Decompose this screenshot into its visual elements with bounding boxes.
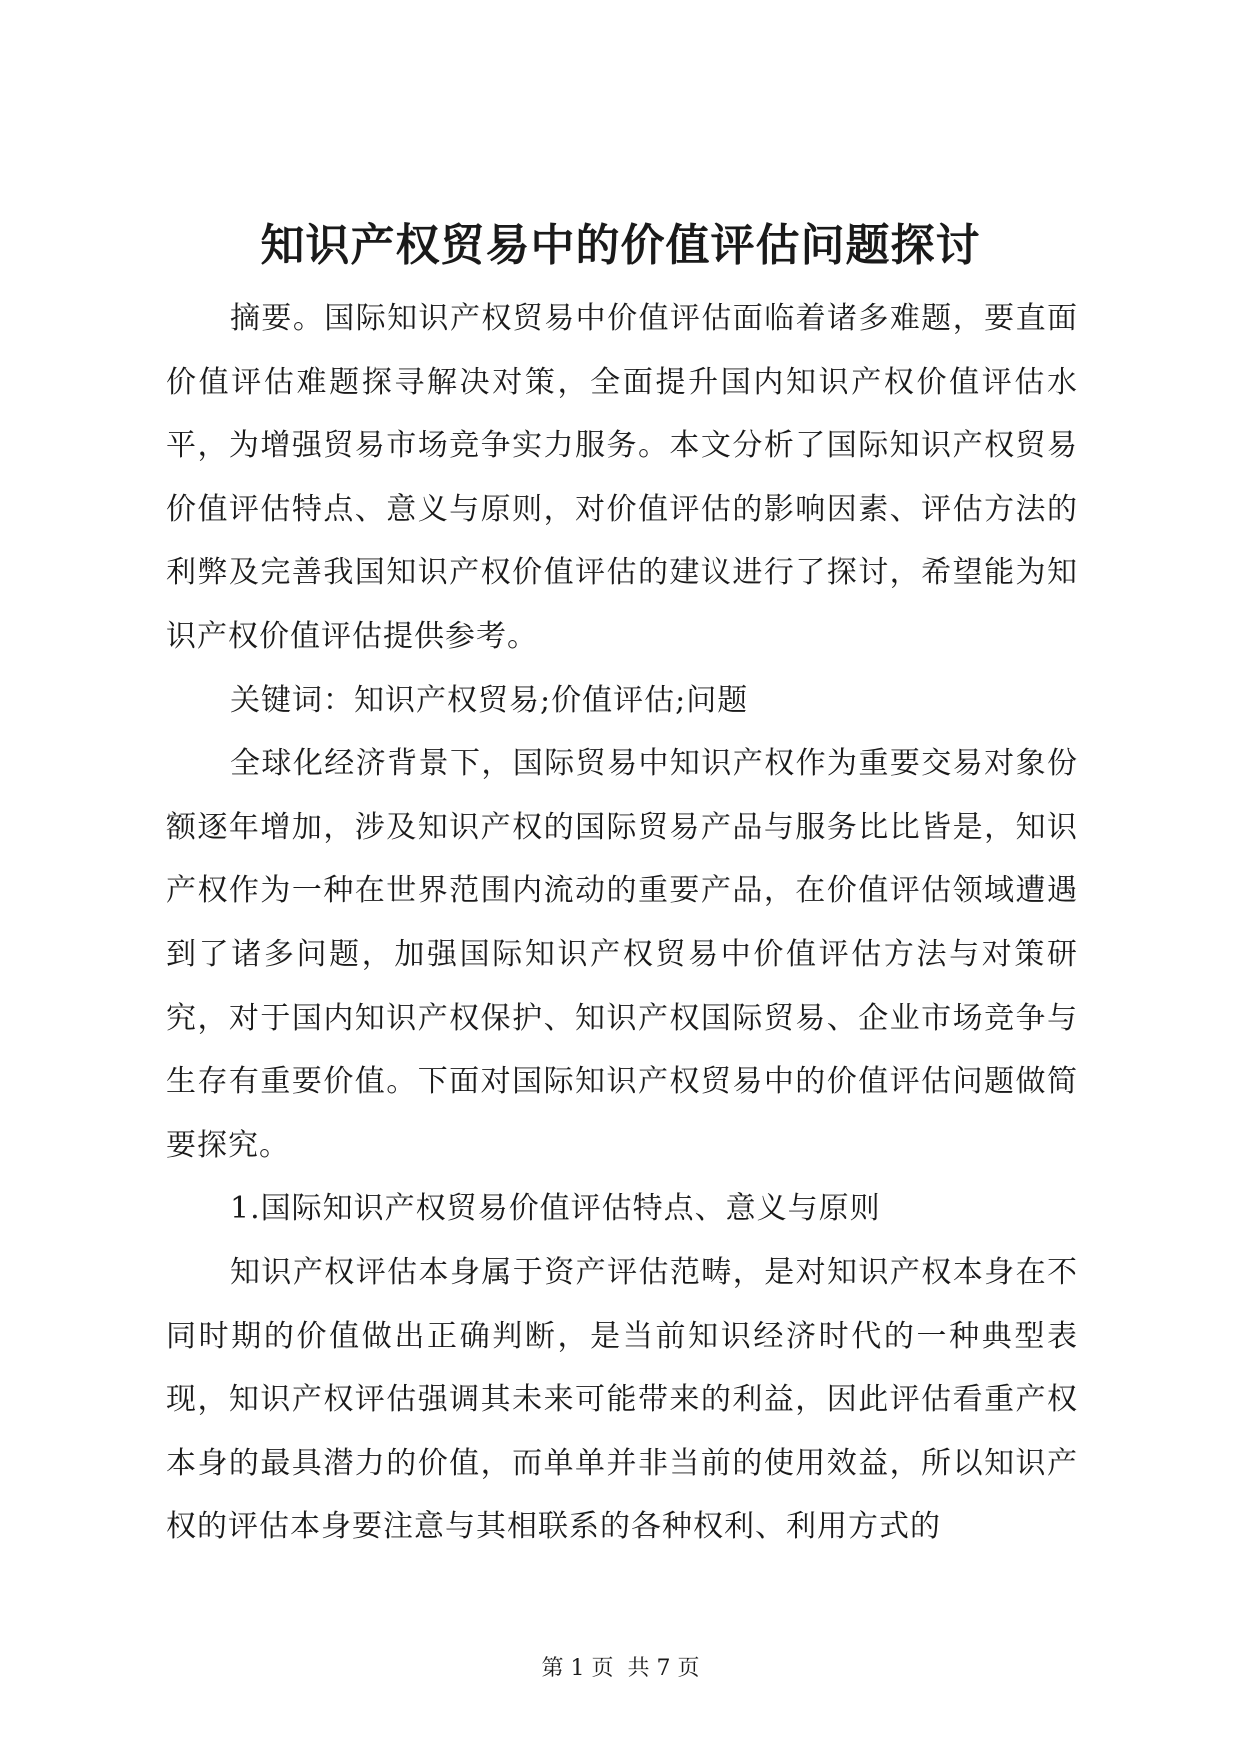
document-body — [166, 287, 1078, 1559]
document-title: 知识产权贸易中的价值评估问题探讨 — [260, 220, 981, 271]
abstract-paragraph: 摘要。国际知识产权贸易中价值评估面临着诸多难题，要直面价值评估难题探寻解决对策，全面提升国内知识产权价值评估水平，为增强贸易市场竞争实力服务。本文分析了国际知识产权贸易价值评估特点、意义与原则，对价值评估的影响因素、评估方法的利弊及完善我国知识产权价值评估的建议进行了探讨，希望能为知识产权价值评估提供参考。 — [166, 301, 1078, 654]
section-paragraph: 知识产权评估本身属于资产评估范畴，是对知识产权本身在不同时期的价值做出正确判断，是当前知识经济时代的一种典型表现，知识产权评估强调其未来可能带来的利益，因此评估看重产权本身的最具潜力的价值，而单单并非当前的使用效益，所以知识产权的评估本身要注意与其相联系的各种权利、利用方式的 — [166, 1254, 1078, 1545]
section-heading: 1.国际知识产权贸易价值评估特点、意义与原则 — [230, 1191, 881, 1227]
page-footer — [0, 1654, 1241, 1684]
intro-paragraph: 全球化经济背景下，国际贸易中知识产权作为重要交易对象份额逐年增加，涉及知识产权的国际贸易产品与服务比比皆是，知识产权作为一种在世界范围内流动的重要产品，在价值评估领域遭遇到了诸多问题，加强国际知识产权贸易中价值评估方法与对策研究，对于国内知识产权保护、知识产权国际贸易、企业市场竞争与生存有重要价值。下面对国际知识产权贸易中的价值评估问题做简要探究。 — [166, 746, 1078, 1163]
page-total: 共 7 页 — [627, 1656, 700, 1681]
keywords-paragraph: 关键词：知识产权贸易;价值评估;问题 — [230, 682, 749, 718]
page-number: 第 1 页 — [541, 1656, 614, 1681]
